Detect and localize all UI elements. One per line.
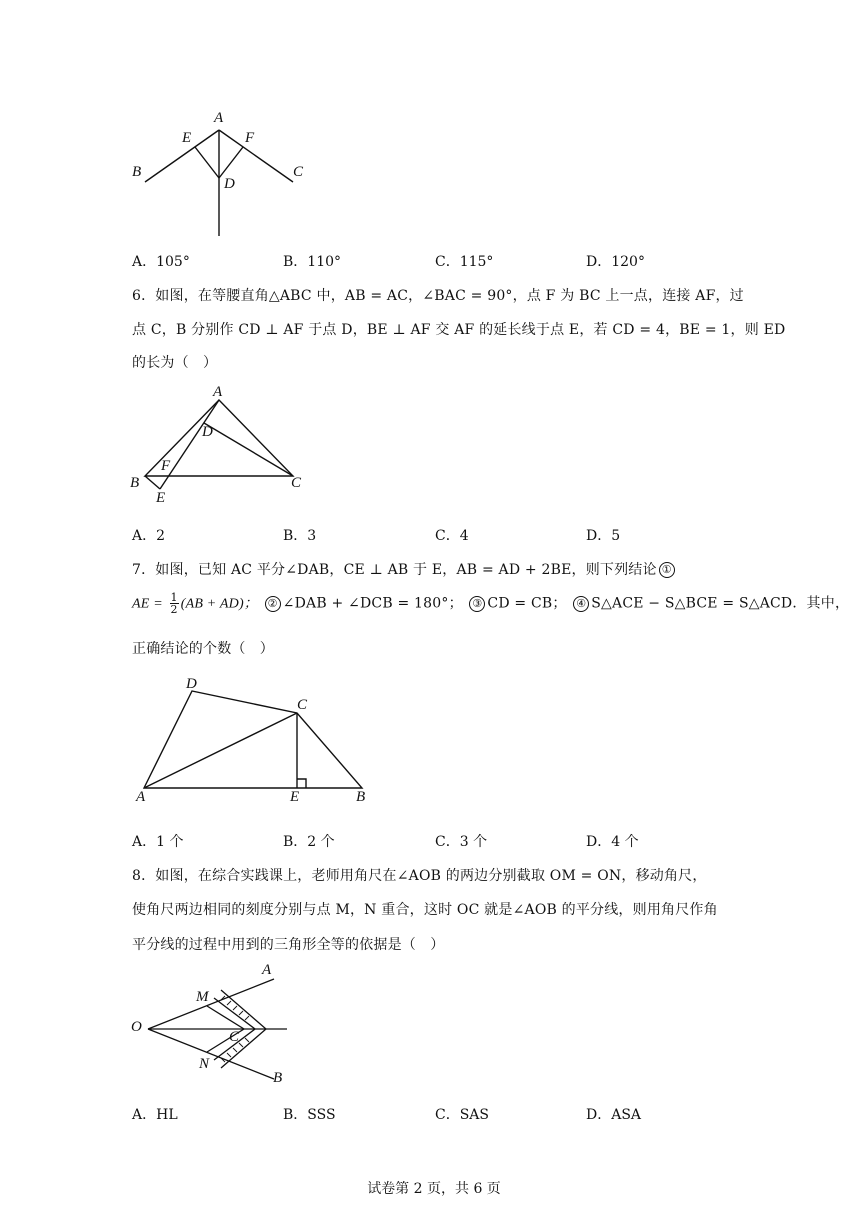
fig6-label-b: B bbox=[130, 475, 140, 491]
fig5-label-d: D bbox=[224, 176, 235, 192]
fig6-label-a: A bbox=[213, 384, 223, 400]
q6-option-c: C．4 bbox=[435, 528, 469, 544]
q7-ae-rest: (AB + AD)； bbox=[180, 596, 259, 612]
fig5-label-b: B bbox=[132, 164, 142, 180]
fig5-label-f: F bbox=[245, 130, 255, 146]
q7-text-line3: 正确结论的个数（ ） bbox=[132, 641, 274, 657]
fig6-label-d: D bbox=[202, 424, 213, 440]
fig7-label-c: C bbox=[297, 697, 308, 713]
fig6-label-c: C bbox=[291, 475, 302, 491]
q6-text-line3: 的长为（ ） bbox=[132, 355, 218, 371]
q6-option-a: A．2 bbox=[132, 528, 166, 544]
q5-option-a: A．105° bbox=[132, 254, 190, 270]
q7-conclusion-4: S△ACE − S△BCE = S△ACD．其中， bbox=[591, 595, 850, 612]
q7-conclusion-2: ∠DAB + ∠DCB = 180°； bbox=[282, 595, 463, 612]
q7-frac-num: 1 bbox=[170, 591, 178, 604]
q6-option-b: B．3 bbox=[283, 528, 317, 544]
q7-conclusion-2-marker: ② bbox=[265, 596, 281, 612]
q7-option-a: A．1 个 bbox=[132, 834, 184, 850]
q5-option-d: D．120° bbox=[586, 254, 645, 270]
fig5-label-a: A bbox=[214, 110, 224, 126]
page-footer: 试卷第 2 页，共 6 页 bbox=[367, 1181, 501, 1197]
fig6-label-f: F bbox=[161, 458, 171, 474]
q5-option-b: B．110° bbox=[283, 254, 342, 270]
fig8-label-m: M bbox=[196, 989, 209, 1005]
q8-option-d: D．ASA bbox=[586, 1107, 642, 1123]
fig8-label-n: N bbox=[199, 1056, 210, 1072]
q7-ae-label: AE = bbox=[132, 596, 163, 612]
q8-text-line1: 8．如图，在综合实践课上，老师用角尺在∠AOB 的两边分别截取 OM = ON，移动角尺， bbox=[132, 868, 707, 884]
fig7-label-d: D bbox=[186, 676, 197, 692]
fig7-label-b: B bbox=[356, 789, 366, 805]
fig5-label-e: E bbox=[182, 130, 192, 146]
q7-option-c: C．3 个 bbox=[435, 834, 488, 850]
fig5-label-c: C bbox=[293, 164, 304, 180]
q6-text-line1: 6．如图，在等腰直角△ABC 中，AB = AC，∠BAC = 90°，点 F 为 BC 上一点，连接 AF，过 bbox=[132, 288, 744, 304]
fig8-label-b: B bbox=[273, 1070, 283, 1086]
q7-conclusion-3: CD = CB； bbox=[487, 595, 567, 612]
q7-option-d: D．4 个 bbox=[586, 834, 639, 850]
fig7-label-a: A bbox=[136, 789, 146, 805]
fig8-label-a: A bbox=[262, 962, 272, 978]
fig8-label-o: O bbox=[131, 1019, 142, 1035]
q8-option-b: B．SSS bbox=[283, 1107, 336, 1123]
q8-text-line3: 平分线的过程中用到的三角形全等的依据是（ ） bbox=[132, 937, 445, 953]
q7-line1-text: 7．如图，已知 AC 平分∠DAB，CE ⊥ AB 于 E，AB = AD + 2BE，则下列结论 bbox=[132, 562, 657, 578]
q7-conclusion-1-marker: ① bbox=[659, 562, 675, 578]
fig6-label-e: E bbox=[156, 490, 166, 506]
q8-text-line2: 使角尺两边相同的刻度分别与点 M，N 重合，这时 OC 就是∠AOB 的平分线，则用角尺作角 bbox=[132, 902, 718, 918]
q7-frac-den: 2 bbox=[170, 603, 178, 616]
fig7-label-e: E bbox=[290, 789, 300, 805]
q6-text-line2: 点 C，B 分别作 CD ⊥ AF 于点 D，BE ⊥ AF 交 AF 的延长线于点 E，若 CD = 4，BE = 1，则 ED bbox=[132, 322, 786, 338]
fig8-label-c: C bbox=[229, 1029, 240, 1045]
q7-conclusion-3-marker: ③ bbox=[469, 596, 485, 612]
q7-option-b: B．2 个 bbox=[283, 834, 335, 850]
q7-conclusion-4-marker: ④ bbox=[573, 596, 589, 612]
q5-option-c: C．115° bbox=[435, 254, 494, 270]
q6-option-d: D．5 bbox=[586, 528, 621, 544]
q8-option-a: A．HL bbox=[132, 1107, 178, 1123]
q8-option-c: C．SAS bbox=[435, 1107, 490, 1123]
